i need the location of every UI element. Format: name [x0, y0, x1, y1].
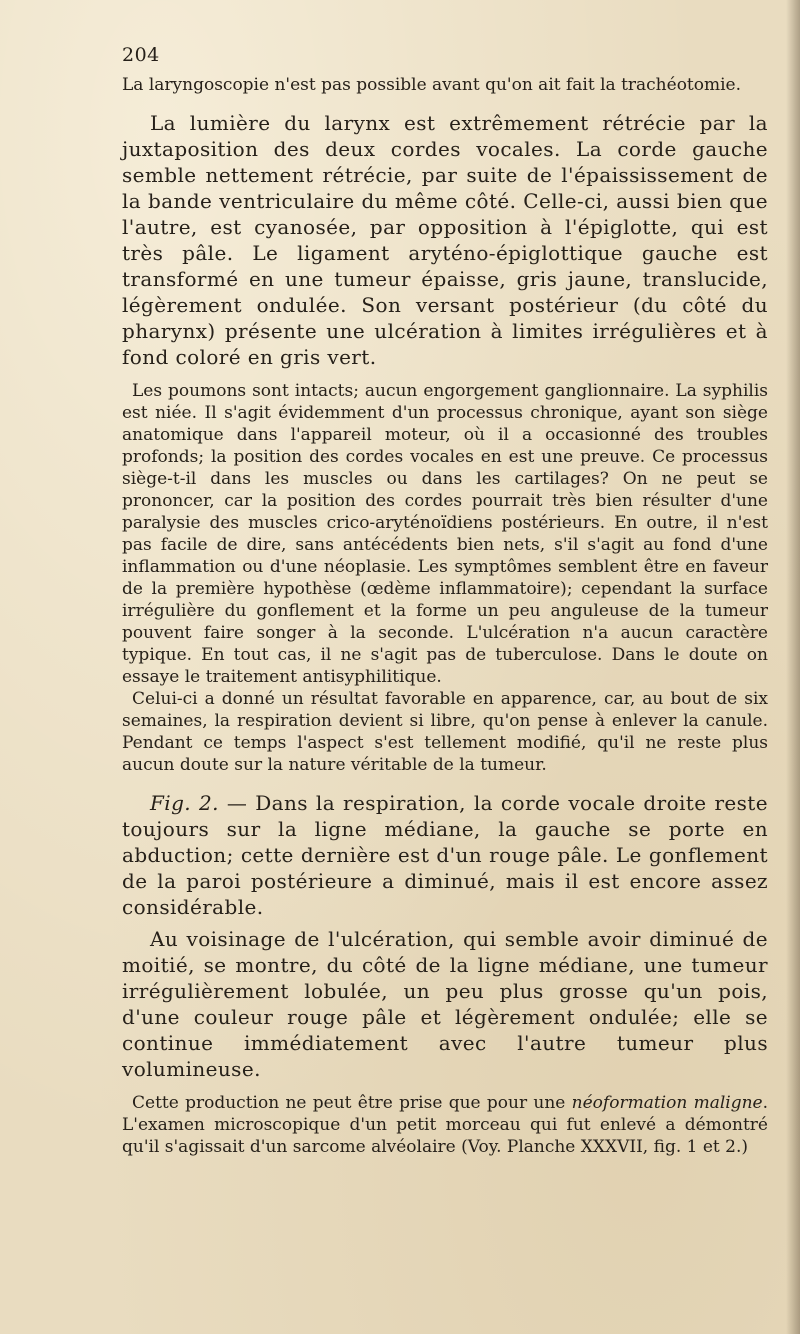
conclusion-text-before: Cette production ne peut être prise que pour une	[132, 1093, 572, 1113]
paragraph-conclusion	[122, 1092, 768, 1158]
paragraph-ulceration-tumor: Au voisinage de l'ulcération, qui semble avoir diminué de moitié, se montre, du côté de la ligne médiane, une tumeur irrégulièrement lobulée, un peu plus grosse qu'un pois, d'une couleur rouge pâle et légèrement ondulée; elle se continue immédiatement avec l'autre tumeur plus volumineuse.	[122, 927, 768, 1081]
paragraph-larynx-description: La lumière du larynx est extrêmement rétrécie par la juxtaposition des deux cordes vocales. La corde gauche semble nettement rétrécie, par suite de l'épaississement de la bande ventriculaire du même côté. Celle-ci, aussi bien que l'autre, est cyanosée, par opposition à l'épiglotte, qui est très pâle. Le ligament aryténo-épiglottique gauche est transformé en une tumeur épaisse, gris jaune, translucide, légèrement ondulée. Son versant postérieur (du côté du pharynx) présente une ulcération à limites irrégulières et à fond coloré en gris vert.	[122, 111, 768, 369]
paragraph-diagnosis-discussion: Les poumons sont intacts; aucun engorgement ganglionnaire. La syphilis est niée. Il s'agit évidemment d'un processus chronique, ayant son siège anatomique dans l'appareil moteur, où il a occasionné des troubles profonds; la position des cordes vocales en est une preuve. Ce processus siège-t-il dans les muscles ou dans les cartilages? On ne peut se prononcer, car la position des cordes pourrait très bien résulter d'une paralysie des muscles crico-aryténoïdiens postérieurs. En outre, il n'est pas facile de dire, sans antécédents bien nets, s'il s'agit au fond d'une inflammation ou d'une néoplasie. Les symptômes semblent être en faveur de la première hypothèse (œdème inflammatoire); cependant la surface irrégulière du gonflement et la forme un peu anguleuse de la tumeur pouvent faire songer à la seconde. L'ulcération n'a aucun caractère typique. En tout cas, il ne s'agit pas de tuberculose. Dans le doute on essaye le traitement antisyphilitique.	[122, 381, 768, 687]
paragraph-treatment-result: Celui-ci a donné un résultat favorable en apparence, car, au bout de six semaines, la respiration devient si libre, qu'on pense à enlever la canule. Pendant ce temps l'aspect s'est tellement modifié, qu'il ne reste plus aucun doute sur la nature véritable de la tumeur.	[122, 689, 768, 775]
page-edge-shadow	[786, 0, 800, 1334]
page-number: 204	[122, 44, 160, 66]
page-body	[122, 74, 768, 1158]
conclusion-text-after: . L'examen microscopique d'un petit morceau qui fut enlevé a démontré qu'il s'agissait d'un sarcome alvéolaire (Voy. Planche XXXVII, fig. 1 et 2.)	[122, 1093, 769, 1157]
fig-2-label: Fig. 2.	[150, 791, 219, 815]
paragraph-laryngoscopy: La laryngoscopie n'est pas possible avant qu'on ait fait la trachéotomie.	[122, 75, 742, 95]
fig-2-text: — Dans la respiration, la corde vocale droite reste toujours sur la ligne médiane, la gauche se porte en abduction; cette dernière est d'un rouge pâle. Le gonflement de la paroi postérieure a diminué, mais il est encore assez considérable.	[122, 791, 768, 919]
paragraph-fig-2	[122, 790, 768, 920]
conclusion-italic-term: néoformation maligne	[571, 1093, 763, 1113]
